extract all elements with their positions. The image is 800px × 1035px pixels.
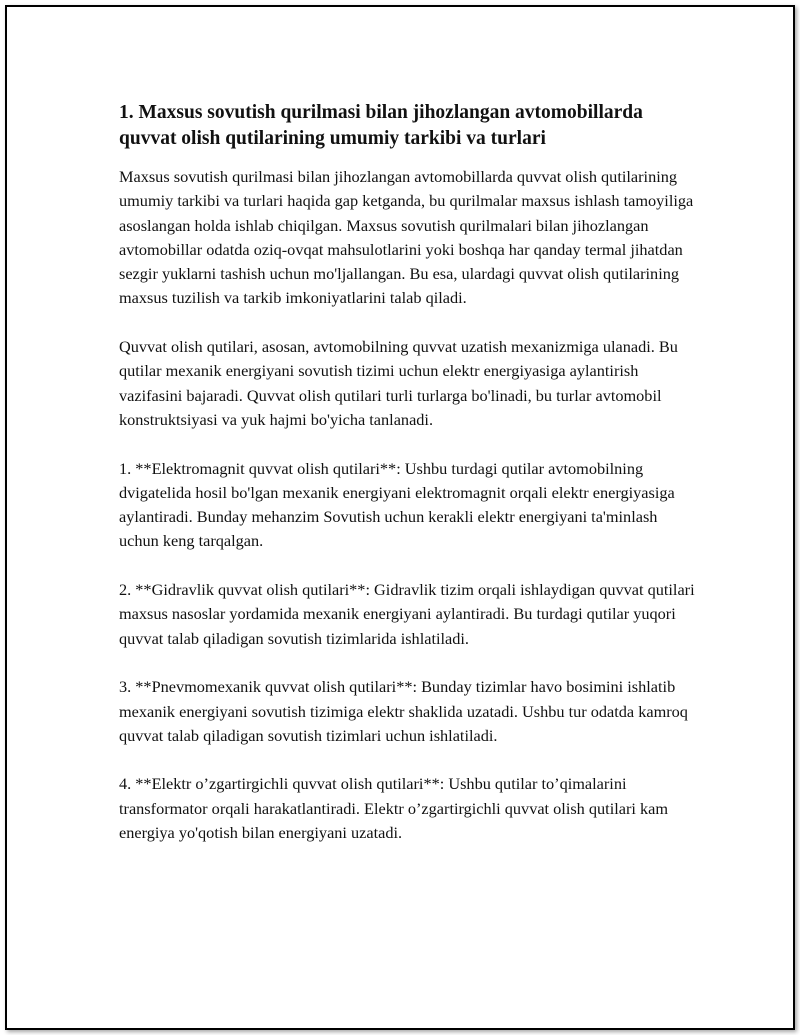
paragraph-type-pneumomechanical: 3. **Pnevmomexanik quvvat olish qutilari**: Bunday tizimlar havo bosimini ishlatib mexanik energiyani sovutish tizimiga elektr shaklida uzatadi. Ushbu tur odatda kamroq quvvat talab qiladigan sovutish tizimlari uchun ishlatiladi. [119,677,688,745]
paragraph-type-electromagnetic: 1. **Elektromagnit quvvat olish qutilari**: Ushbu turdagi qutilar avtomobilning dvigatelida hosil bo'lgan mexanik energiyani elektromagnit orqali elektr energiyasiga aylantiradi. Bunday mehanzim Sovutish uchun kerakli elektr energiyani ta'minlash uchun keng tarqalgan. [119,458,675,551]
paragraph-type-hydraulic: 2. **Gidravlik quvvat olish qutilari**: Gidravlik tizim orqali ishlaydigan quvvat qutilari maxsus nasoslar yordamida mexanik energiyani aylantiradi. Bu turdagi qutilar yuqori quvvat talab qiladigan sovutish tizimlarida ishlatiladi. [119,580,695,648]
document-title: 1. Maxsus sovutish qurilmasi bilan jihozlangan avtomobillarda quvvat olish qutilarining umumiy tarkibi va turlari [119,102,643,149]
paragraph-intro: Maxsus sovutish qurilmasi bilan jihozlangan avtomobillarda quvvat olish qutilarining umumiy tarkibi va turlari haqida gap ketganda, bu qurilmalar maxsus ishlash tamoyiliga asoslangan holda ishlab chiqilgan. Maxsus sovutish qurilmalari bilan jihozlangan avtomobillar odatda oziq-ovqat mahsulotlarini yoki boshqa har qanday termal jihatdan sezgir yuklarni tashish uchun mo'ljallangan. Bu esa, ulardagi quvvat olish qutilarining maxsus tuzilish va tarkib imkoniyatlarini talab qiladi. [119,167,694,308]
document-body [119,100,699,870]
paragraph-type-electric-converter: 4. **Elektr o’zgartirgichli quvvat olish qutilari**: Ushbu qutilar to’qimalarini transformator orqali harakatlantiradi. Elektr o’zgartirgichli quvvat olish qutilari kam energiya yo'qotish bilan energiyani uzatadi. [119,774,669,843]
paragraph-overview: Quvvat olish qutilari, asosan, avtomobilning quvvat uzatish mexanizmiga ulanadi. Bu qutilar mexanik energiyani sovutish tizimi uchun elektr energiyasiga aylantirish vazifasini bajaradi. Quvvat olish qutilari turli turlarga bo'linadi, bu turlar avtomobil konstruktsiyasi va yuk hajmi bo'yicha tanlanadi. [119,337,678,429]
document-page [5,5,795,1030]
